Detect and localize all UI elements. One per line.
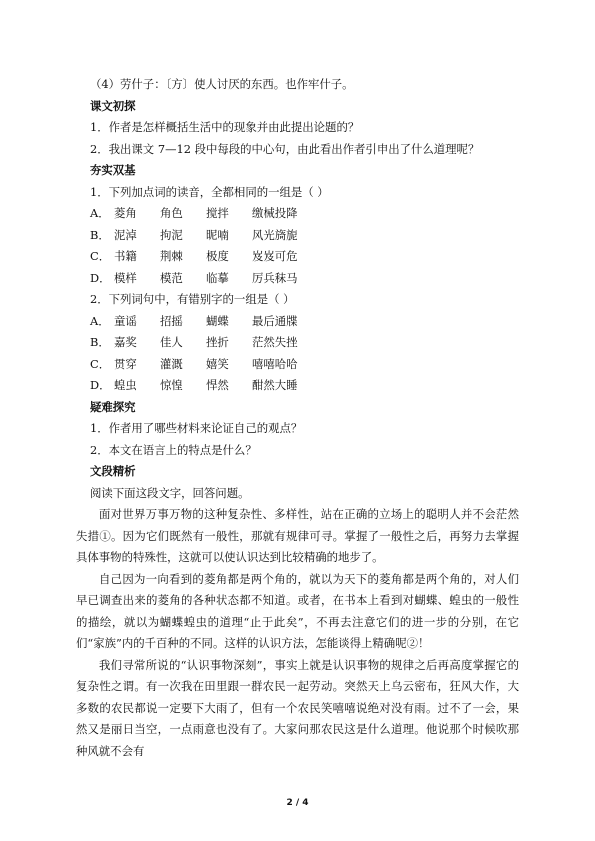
reading-instruction: 阅读下面这段文字，回答问题。 <box>90 485 250 500</box>
option-row: B． 泥淖 拘泥 昵喃 风光旖旎 <box>90 227 298 242</box>
page-number: 2 / 4 <box>286 798 309 808</box>
option-row: B． 嘉奖 佳人 挫折 茫然失挫 <box>90 335 298 349</box>
section-title-1: 课文初探 <box>90 98 136 113</box>
footnote-line: （4）劳什子：〔方〕使人讨厌的东西。也作牢什子。 <box>90 77 354 91</box>
passage-paragraph: 自己因为一向看到的菱角都是两个角的，就以为天下的菱角都是两个角的，对人们早已调查出来的菱角的各种状态都不知道。或者，在书本上看到对蝴蝶、蝗虫的一般性的描绘，就以为蝴蝶蝗虫的道理“止于此矣”，不再去注意它们的进一步的分别，在它们“家族”内的千百种的不同。这样的认识方法，怎能谈得上精确呢②！ <box>76 571 519 650</box>
question-text: 1．下列加点词的读音，全都相同的一组是（ ） <box>90 184 329 199</box>
passage-paragraph: 面对世界万事万物的这种复杂性、多样性，站在正确的立场上的聪明人并不会茫然失措①。因为它们既然有一般性，那就有规律可寻。掌握了一般性之后，再努力去掌握具体事物的特殊性，这就可以使认识达到比较精确的地步了。 <box>76 507 519 564</box>
question-text: 1．作者是怎样概括生活中的现象并由此提出论题的？ <box>90 120 360 134</box>
section-title-3: 疑难探究 <box>90 399 136 414</box>
option-row: D． 蝗虫 惊惶 悍然 酣然大睡 <box>90 378 298 392</box>
option-row: A． 童谣 招摇 蝴蝶 最后通牒 <box>90 313 298 328</box>
question-text: 2．本文在语言上的特点是什么？ <box>90 442 257 457</box>
question-text: 1．作者用了哪些材料来论证自己的观点？ <box>90 421 303 435</box>
question-text: 2．下列词句中，有错别字的一组是（ ） <box>90 292 295 306</box>
section-title-2: 夯实双基 <box>90 163 136 177</box>
option-row: A． 菱角 角色 搅拌 缴械投降 <box>90 206 298 220</box>
option-row: D． 模样 模范 临摹 厉兵秣马 <box>90 270 298 285</box>
passage-paragraph: 我们寻常所说的“认识事物深刻”，事实上就是认识事物的规律之后再高度掌握它的复杂性之谓。有一次我在田里跟一群农民一起劳动。突然天上乌云密布，狂风大作，大多数的农民都说一定要下大雨了，但有一个农民笑嘻嘻说绝对没有雨。过不了一会，果然又是丽日当空，一点雨意也没有了。大家问那农民这是什么道理。他说那个时候吹那种风就不会有 <box>76 657 519 758</box>
option-row: C． 书籍 荆棘 极度 岌岌可危 <box>90 249 298 263</box>
option-row: C． 贯穿 灌溉 嬉笑 嘻嘻哈哈 <box>90 356 298 371</box>
question-text: 2．我出课文 7—12 段中每段的中心句，由此看出作者引申出了什么道理呢？ <box>90 141 480 156</box>
section-title-4: 文段精析 <box>90 464 136 478</box>
